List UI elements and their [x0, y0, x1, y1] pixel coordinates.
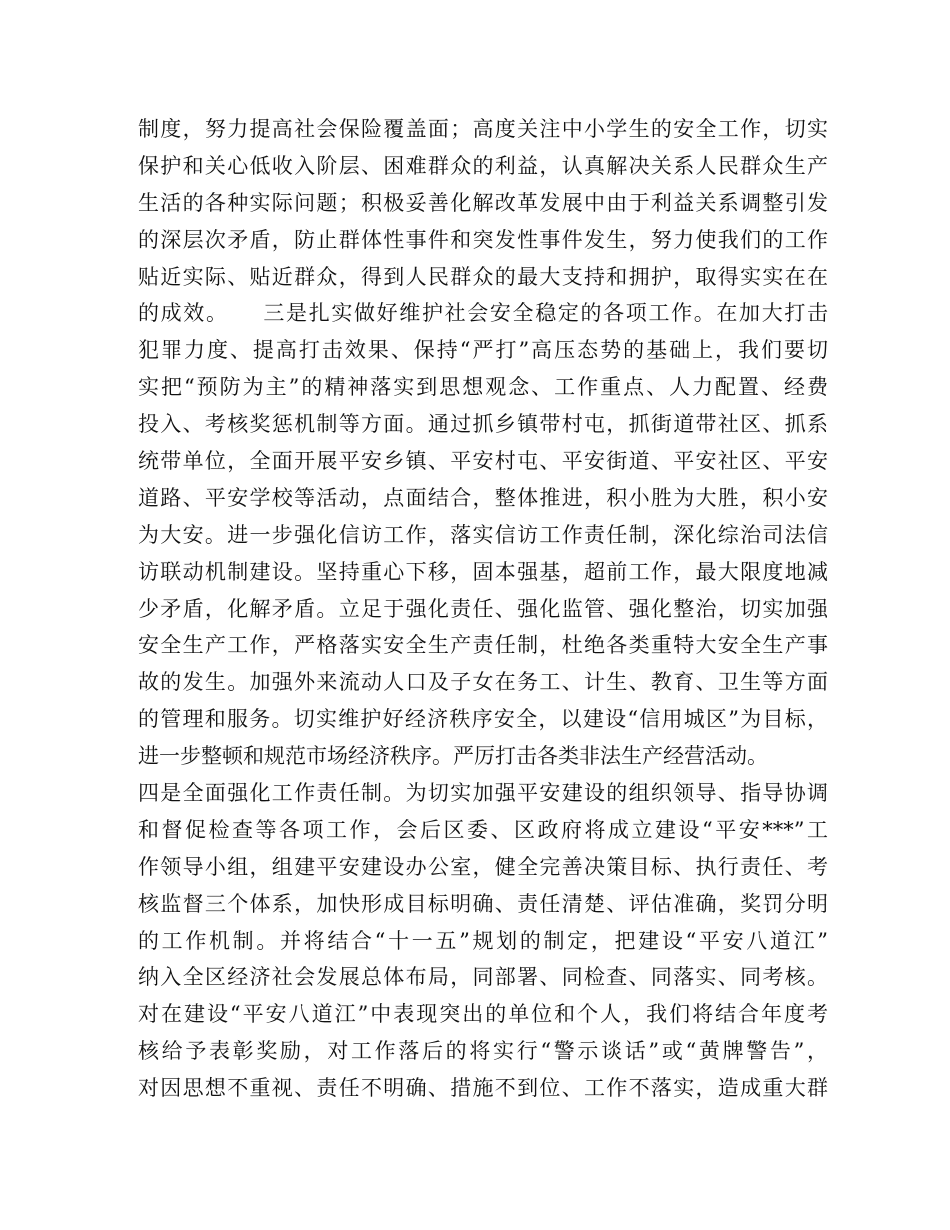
text-line: 制度，努力提高社会保险覆盖面；高度关注中小学生的安全工作，切实 [138, 117, 828, 141]
text-line: 生活的各种实际问题；积极妥善化解改革发展中由于利益关系调整引发 [138, 190, 828, 215]
text-line: 四是全面强化工作责任制。为切实加强平安建设的组织领导、指导协调 [138, 781, 828, 806]
text-line: 安全生产工作，严格落实安全生产责任制，杜绝各类重特大安全生产事 [138, 633, 828, 658]
text-line: 对在建设“平安八道江”中表现突出的单位和个人，我们将结合年度考 [138, 1002, 828, 1027]
text-line: 统带单位，全面开展平安乡镇、平安村屯、平安街道、平安社区、平安 [138, 449, 828, 474]
text-line: 访联动机制建设。坚持重心下移，固本强基，超前工作，最大限度地减 [138, 559, 828, 584]
text-line: 对因思想不重视、责任不明确、措施不到位、工作不落实，造成重大群 [138, 1076, 828, 1101]
text-line: 道路、平安学校等活动，点面结合，整体推进，积小胜为大胜，积小安 [138, 485, 828, 510]
text-line: 的成效。 三是扎实做好维护社会安全稳定的各项工作。在加大打击 [138, 301, 828, 326]
text-line: 保护和关心低收入阶层、困难群众的利益，认真解决关系人民群众生产 [138, 153, 828, 178]
text-line: 作领导小组，组建平安建设办公室，健全完善决策目标、执行责任、考 [138, 854, 828, 879]
text-line: 实把“预防为主”的精神落实到思想观念、工作重点、人力配置、经费 [138, 375, 828, 400]
text-line: 和督促检查等各项工作，会后区委、区政府将成立建设“平安***”工 [138, 817, 828, 842]
text-line: 贴近实际、贴近群众，得到人民群众的最大支持和拥护，取得实实在在 [138, 264, 828, 289]
text-line: 纳入全区经济社会发展总体布局，同部署、同检查、同落实、同考核。 [138, 965, 828, 990]
text-line: 核给予表彰奖励，对工作落后的将实行“警示谈话”或“黄牌警告”， [138, 1039, 828, 1064]
text-line: 为大安。进一步强化信访工作，落实信访工作责任制，深化综治司法信 [138, 522, 828, 547]
text-line: 犯罪力度、提高打击效果、保持“严打”高压态势的基础上，我们要切 [138, 338, 828, 363]
text-line: 的深层次矛盾，防止群体性事件和突发性事件发生，努力使我们的工作 [138, 227, 828, 252]
text-line: 投入、考核奖惩机制等方面。通过抓乡镇带村屯，抓街道带社区、抓系 [138, 412, 828, 437]
text-line: 少矛盾，化解矛盾。立足于强化责任、强化监管、强化整治，切实加强 [138, 596, 828, 621]
text-line: 的管理和服务。切实维护好经济秩序安全，以建设“信用城区”为目标， [138, 707, 828, 732]
text-line: 故的发生。加强外来流动人口及子女在务工、计生、教育、卫生等方面 [138, 670, 828, 695]
text-line: 进一步整顿和规范市场经济秩序。严厉打击各类非法生产经营活动。 [138, 744, 768, 769]
text-line: 核监督三个体系，加快形成目标明确、责任清楚、评估准确，奖罚分明 [138, 891, 828, 916]
body-paragraph [138, 111, 828, 1107]
text-line: 的工作机制。并将结合“十一五”规划的制定，把建设“平安八道江” [138, 928, 828, 953]
